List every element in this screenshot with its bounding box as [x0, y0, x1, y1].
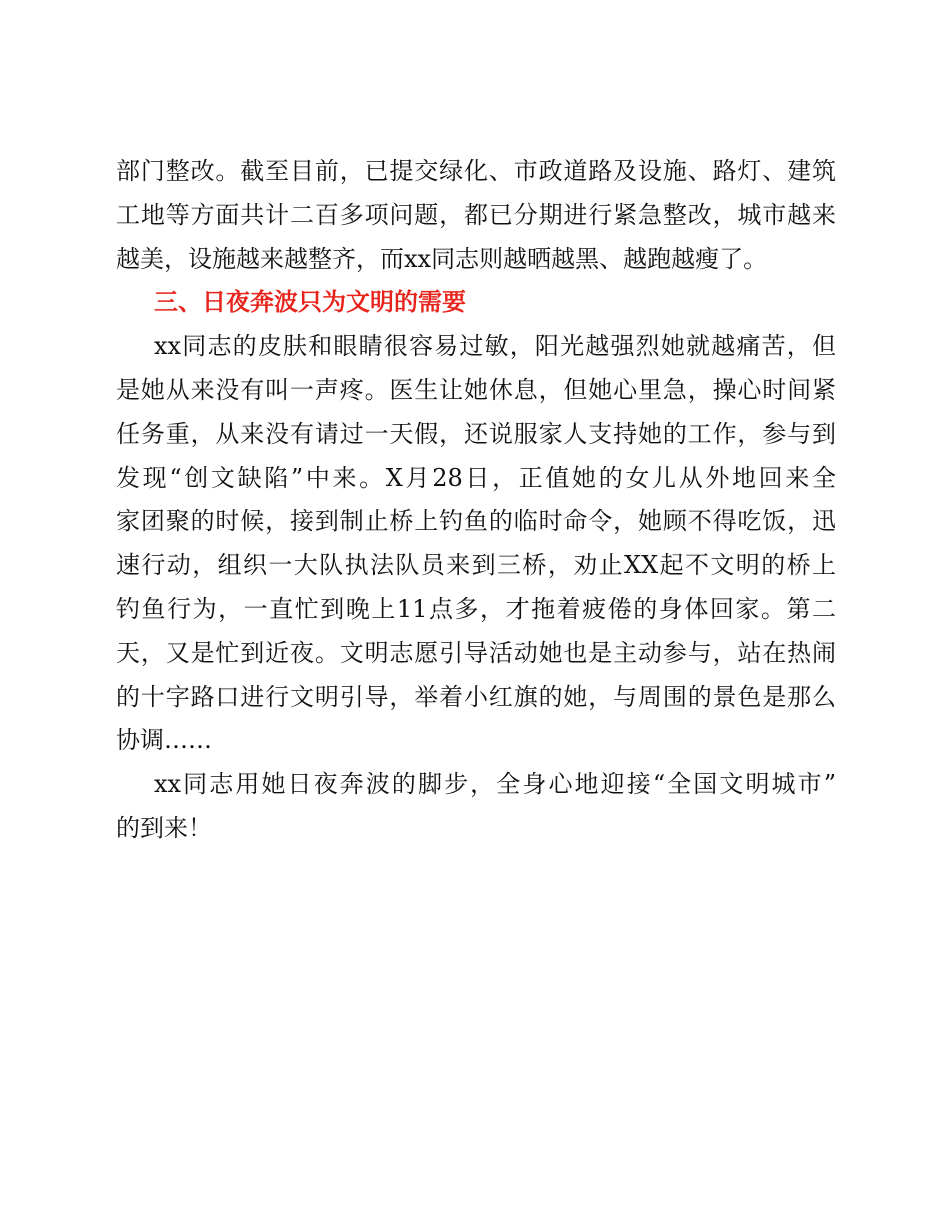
text-line: 钓鱼行为，一直忙到晚上11点多，才拖着疲倦的身体回家。第二 — [116, 594, 836, 623]
text-line: xx同志的皮肤和眼睛很容易过敏，阳光越强烈她就越痛苦，但 — [154, 332, 836, 361]
text-line: 发现“创文缺陷”中来。X月28日，正值她的女儿从外地回来全 — [116, 463, 836, 492]
paragraph-1 — [116, 325, 836, 763]
text-line: 越美，设施越来越整齐，而xx同志则越晒越黑、越跑越瘦了。 — [116, 244, 768, 273]
text-line: 速行动，组织一大队执法队员来到三桥，劝止XX起不文明的桥上 — [116, 551, 836, 580]
text-line: 的十字路口进行文明引导，举着小红旗的她，与周围的景色是那么 — [116, 682, 836, 711]
text-line: 工地等方面共计二百多项问题，都已分期进行紧急整改，城市越来 — [116, 200, 836, 229]
text-line: 部门整改。截至目前，已提交绿化、市政道路及设施、路灯、建筑 — [116, 157, 836, 185]
paragraph-2 — [116, 763, 836, 851]
text-line: xx同志用她日夜奔波的脚步，全身心地迎接“全国文明城市” — [154, 770, 836, 799]
document-body — [116, 150, 836, 851]
section-heading: 三、日夜奔波只为文明的需要 — [154, 288, 466, 317]
text-line: 天，又是忙到近夜。文明志愿引导活动她也是主动参与，站在热闹 — [116, 638, 836, 667]
text-line: 协调…… — [116, 726, 212, 755]
text-line: 任务重，从来没有请过一天假，还说服家人支持她的工作，参与到 — [116, 419, 836, 448]
text-line: 的到来！ — [116, 813, 212, 842]
intro-paragraph — [116, 150, 836, 281]
text-line: 是她从来没有叫一声疼。医生让她休息，但她心里急，操心时间紧 — [116, 375, 836, 404]
text-line: 家团聚的时候，接到制止桥上钓鱼的临时命令，她顾不得吃饭，迅 — [116, 507, 836, 536]
